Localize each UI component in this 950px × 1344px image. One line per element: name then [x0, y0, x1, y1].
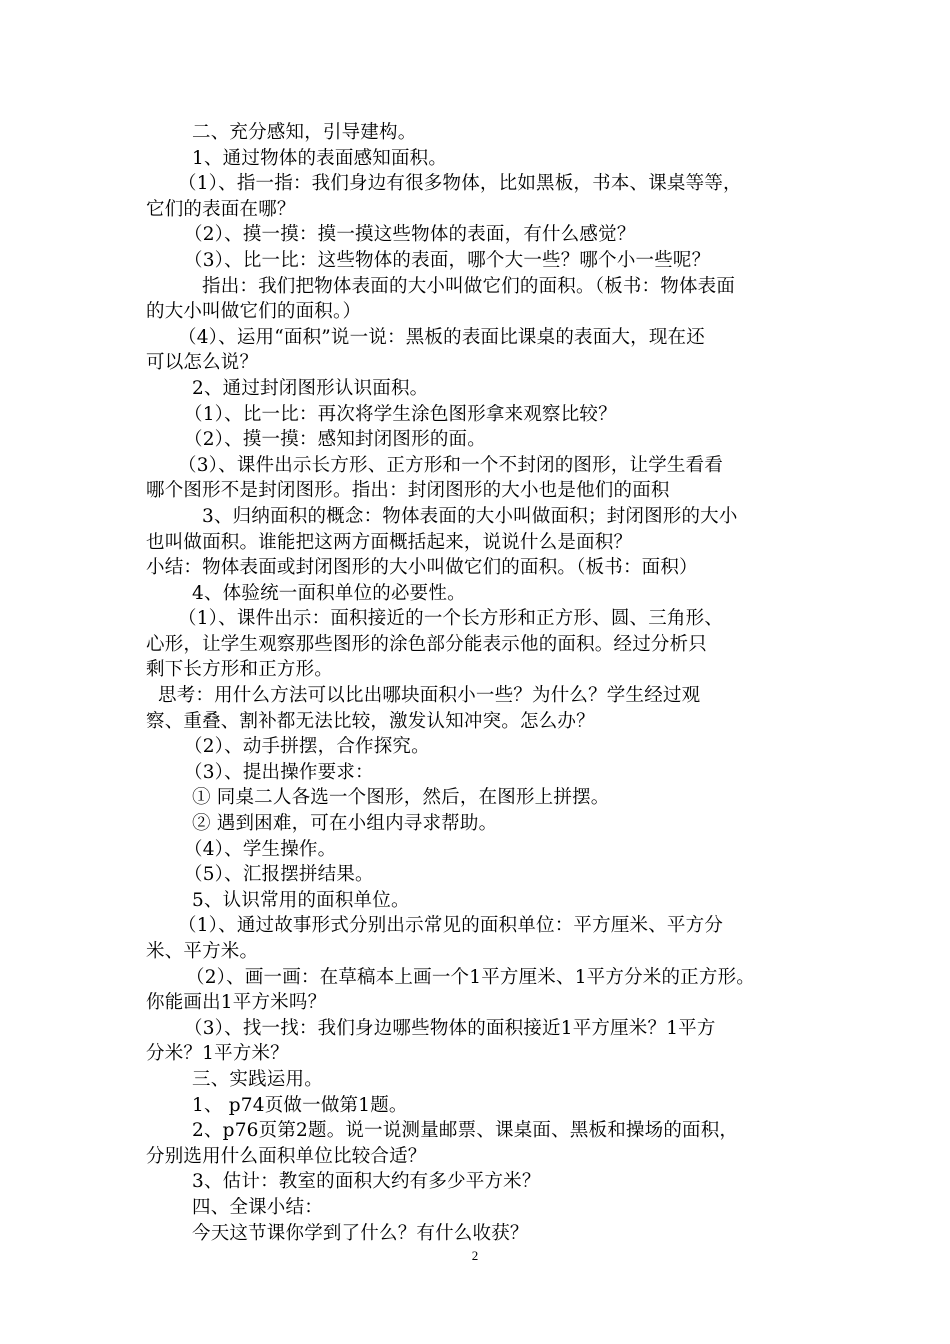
text-line: 的大小叫做它们的面积。）: [146, 301, 362, 323]
document-body: [146, 120, 816, 1246]
text-line: 心形，让学生观察那些图形的涂色部分能表示他的面积。经过分析只: [146, 633, 708, 655]
text-line: 四、全课小结：: [192, 1196, 323, 1218]
text-line: （1）、比一比：再次将学生涂色图形拿来观察比较？: [184, 403, 617, 425]
text-line: 1、 p74页做一做第1题。: [192, 1094, 408, 1116]
text-line: 2、通过封闭图形认识面积。: [192, 377, 429, 399]
text-line: 它们的表面在哪？: [146, 198, 296, 220]
text-line: 2、p76页第2题。说一说测量邮票、课桌面、黑板和操场的面积，: [192, 1120, 739, 1142]
text-line: （2）、画一画：在草稿本上画一个1平方厘米、1平方分米的正方形。: [186, 966, 755, 988]
text-line: 4、体验统一面积单位的必要性。: [192, 582, 466, 604]
text-line: 3、估计：教室的面积大约有多少平方米？: [192, 1171, 541, 1193]
text-line: 小结：物体表面或封闭图形的大小叫做它们的面积。（板书：面积）: [146, 557, 698, 579]
page-number: 2: [471, 1248, 479, 1263]
text-line: 米、平方米。: [146, 941, 259, 962]
text-line: 分别选用什么面积单位比较合适？: [146, 1145, 427, 1167]
text-line: 察、重叠、割补都无法比较，激发认知冲突。怎么办？: [146, 710, 595, 732]
text-line: 二、充分感知，引导建构。: [192, 122, 417, 143]
text-line: （3）、找一找：我们身边哪些物体的面积接近1平方厘米？1平方: [184, 1017, 716, 1039]
text-line: 今天这节课你学到了什么？有什么收获？: [192, 1222, 529, 1244]
text-line: ② 遇到困难，可在小组内寻求帮助。: [192, 813, 498, 835]
text-line: 三、实践运用。: [192, 1068, 323, 1090]
text-line: 思考：用什么方法可以比出哪块面积小一些？为什么？学生经过观: [158, 685, 701, 707]
text-line: 3、归纳面积的概念：物体表面的大小叫做面积；封闭图形的大小: [202, 505, 738, 527]
text-line: （5）、汇报摆拼结果。: [184, 864, 374, 886]
text-line: 5、认识常用的面积单位。: [192, 889, 410, 911]
text-line: 你能画出1平方米吗？: [146, 992, 327, 1014]
text-line: （4）、学生操作。: [184, 838, 337, 860]
text-line: 也叫做面积。谁能把这两方面概括起来，说说什么是面积？: [146, 531, 633, 553]
text-line: （3）、提出操作要求：: [184, 761, 374, 783]
text-line: 哪个图形不是封闭图形。指出：封闭图形的大小也是他们的面积: [146, 480, 670, 502]
text-line: 分米？1平方米？: [146, 1043, 289, 1065]
text-line: （2）、动手拼摆，合作探究。: [184, 736, 430, 758]
text-line: 剩下长方形和正方形。: [146, 659, 334, 681]
text-line: （1）、指一指：我们身边有很多物体，比如黑板，书本、课桌等等，: [178, 173, 742, 195]
text-line: ① 同桌二人各选一个图形，然后，在图形上拼摆。: [192, 787, 610, 809]
text-line: （1）、通过故事形式分别出示常见的面积单位：平方厘米、平方分: [178, 915, 724, 937]
text-line: （3）、比一比：这些物体的表面，哪个大一些？哪个小一些呢？: [184, 249, 711, 271]
text-line: （2）、摸一摸：感知封闭图形的面。: [184, 429, 486, 451]
text-line: （2）、摸一摸：摸一摸这些物体的表面，有什么感觉？: [184, 224, 636, 246]
text-line: （3）、课件出示长方形、正方形和一个不封闭的图形，让学生看看: [178, 454, 724, 476]
text-line: 指出：我们把物体表面的大小叫做它们的面积。（板书：物体表面: [202, 275, 736, 297]
text-line: 1、通过物体的表面感知面积。: [192, 147, 448, 169]
text-line: （4）、运用“面积”说一说：黑板的表面比课桌的表面大，现在还: [178, 326, 705, 348]
text-line: （1）、课件出示：面积接近的一个长方形和正方形、圆、三角形、: [178, 608, 724, 630]
text-line: 可以怎么说？: [146, 352, 259, 374]
